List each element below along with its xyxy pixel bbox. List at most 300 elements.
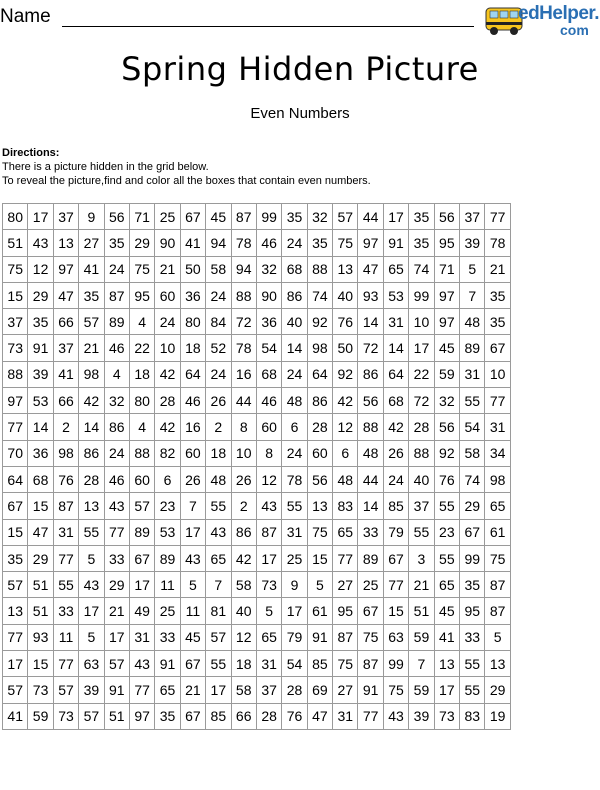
grid-cell[interactable]: 29 xyxy=(485,677,510,703)
grid-cell[interactable]: 66 xyxy=(231,703,256,729)
grid-cell[interactable]: 99 xyxy=(409,282,434,308)
grid-cell[interactable]: 92 xyxy=(333,361,358,387)
grid-cell[interactable]: 88 xyxy=(129,440,154,466)
grid-cell[interactable]: 17 xyxy=(3,651,28,677)
grid-cell[interactable]: 5 xyxy=(256,598,281,624)
grid-cell[interactable]: 75 xyxy=(333,230,358,256)
grid-cell[interactable]: 55 xyxy=(409,519,434,545)
grid-cell[interactable]: 45 xyxy=(434,598,459,624)
grid-cell[interactable]: 2 xyxy=(53,414,78,440)
grid-cell[interactable]: 68 xyxy=(28,466,53,492)
grid-cell[interactable]: 35 xyxy=(460,572,485,598)
grid-cell[interactable]: 55 xyxy=(460,651,485,677)
grid-cell[interactable]: 6 xyxy=(333,440,358,466)
grid-cell[interactable]: 92 xyxy=(434,440,459,466)
grid-cell[interactable]: 43 xyxy=(104,493,129,519)
grid-cell[interactable]: 5 xyxy=(485,624,510,650)
grid-cell[interactable]: 74 xyxy=(409,256,434,282)
grid-cell[interactable]: 15 xyxy=(28,651,53,677)
grid-cell[interactable]: 36 xyxy=(28,440,53,466)
grid-cell[interactable]: 35 xyxy=(485,309,510,335)
grid-cell[interactable]: 40 xyxy=(333,282,358,308)
grid-cell[interactable]: 28 xyxy=(79,466,104,492)
grid-cell[interactable]: 17 xyxy=(434,677,459,703)
grid-cell[interactable]: 36 xyxy=(180,282,205,308)
grid-cell[interactable]: 18 xyxy=(206,440,231,466)
grid-cell[interactable]: 89 xyxy=(358,545,383,571)
grid-cell[interactable]: 60 xyxy=(307,440,332,466)
grid-cell[interactable]: 60 xyxy=(256,414,281,440)
grid-cell[interactable]: 48 xyxy=(358,440,383,466)
grid-cell[interactable]: 76 xyxy=(333,309,358,335)
grid-cell[interactable]: 83 xyxy=(333,493,358,519)
grid-cell[interactable]: 57 xyxy=(333,204,358,230)
grid-cell[interactable]: 46 xyxy=(104,466,129,492)
grid-cell[interactable]: 25 xyxy=(155,598,180,624)
grid-cell[interactable]: 87 xyxy=(53,493,78,519)
grid-cell[interactable]: 88 xyxy=(409,440,434,466)
grid-cell[interactable]: 50 xyxy=(333,335,358,361)
grid-cell[interactable]: 58 xyxy=(460,440,485,466)
grid-cell[interactable]: 75 xyxy=(3,256,28,282)
grid-cell[interactable]: 46 xyxy=(104,335,129,361)
grid-cell[interactable]: 73 xyxy=(3,335,28,361)
grid-cell[interactable]: 73 xyxy=(434,703,459,729)
grid-cell[interactable]: 92 xyxy=(307,309,332,335)
grid-cell[interactable]: 87 xyxy=(231,204,256,230)
grid-cell[interactable]: 95 xyxy=(434,230,459,256)
grid-cell[interactable]: 67 xyxy=(3,493,28,519)
grid-cell[interactable]: 67 xyxy=(358,598,383,624)
grid-cell[interactable]: 6 xyxy=(282,414,307,440)
grid-cell[interactable]: 28 xyxy=(256,703,281,729)
grid-cell[interactable]: 51 xyxy=(28,572,53,598)
grid-cell[interactable]: 89 xyxy=(460,335,485,361)
grid-cell[interactable]: 24 xyxy=(282,440,307,466)
grid-cell[interactable]: 60 xyxy=(129,466,154,492)
grid-cell[interactable]: 17 xyxy=(383,204,408,230)
grid-cell[interactable]: 16 xyxy=(180,414,205,440)
grid-cell[interactable]: 5 xyxy=(307,572,332,598)
grid-cell[interactable]: 53 xyxy=(383,282,408,308)
grid-cell[interactable]: 26 xyxy=(231,466,256,492)
grid-cell[interactable]: 37 xyxy=(409,493,434,519)
grid-cell[interactable]: 97 xyxy=(434,309,459,335)
grid-cell[interactable]: 8 xyxy=(231,414,256,440)
grid-cell[interactable]: 72 xyxy=(409,388,434,414)
grid-cell[interactable]: 67 xyxy=(180,703,205,729)
grid-cell[interactable]: 97 xyxy=(53,256,78,282)
grid-cell[interactable]: 7 xyxy=(180,493,205,519)
grid-cell[interactable]: 4 xyxy=(104,361,129,387)
grid-cell[interactable]: 47 xyxy=(28,519,53,545)
grid-cell[interactable]: 55 xyxy=(206,493,231,519)
grid-cell[interactable]: 88 xyxy=(358,414,383,440)
grid-cell[interactable]: 31 xyxy=(282,519,307,545)
grid-cell[interactable]: 78 xyxy=(282,466,307,492)
grid-cell[interactable]: 87 xyxy=(256,519,281,545)
grid-cell[interactable]: 39 xyxy=(79,677,104,703)
grid-cell[interactable]: 31 xyxy=(460,361,485,387)
grid-cell[interactable]: 44 xyxy=(358,466,383,492)
grid-cell[interactable]: 57 xyxy=(104,651,129,677)
grid-cell[interactable]: 28 xyxy=(409,414,434,440)
grid-cell[interactable]: 10 xyxy=(231,440,256,466)
grid-cell[interactable]: 35 xyxy=(307,230,332,256)
grid-cell[interactable]: 80 xyxy=(3,204,28,230)
grid-cell[interactable]: 51 xyxy=(409,598,434,624)
grid-cell[interactable]: 67 xyxy=(180,651,205,677)
grid-cell[interactable]: 32 xyxy=(307,204,332,230)
grid-cell[interactable]: 65 xyxy=(155,677,180,703)
grid-cell[interactable]: 31 xyxy=(333,703,358,729)
grid-cell[interactable]: 37 xyxy=(256,677,281,703)
grid-cell[interactable]: 75 xyxy=(485,545,510,571)
grid-cell[interactable]: 93 xyxy=(358,282,383,308)
grid-cell[interactable]: 7 xyxy=(206,572,231,598)
grid-cell[interactable]: 21 xyxy=(409,572,434,598)
grid-cell[interactable]: 44 xyxy=(231,388,256,414)
grid-cell[interactable]: 75 xyxy=(307,519,332,545)
grid-cell[interactable]: 25 xyxy=(282,545,307,571)
grid-cell[interactable]: 56 xyxy=(358,388,383,414)
grid-cell[interactable]: 9 xyxy=(79,204,104,230)
grid-cell[interactable]: 42 xyxy=(155,414,180,440)
grid-cell[interactable]: 7 xyxy=(409,651,434,677)
grid-cell[interactable]: 59 xyxy=(434,361,459,387)
grid-cell[interactable]: 59 xyxy=(28,703,53,729)
grid-cell[interactable]: 65 xyxy=(256,624,281,650)
grid-cell[interactable]: 76 xyxy=(53,466,78,492)
grid-cell[interactable]: 26 xyxy=(383,440,408,466)
grid-cell[interactable]: 8 xyxy=(256,440,281,466)
grid-cell[interactable]: 22 xyxy=(129,335,154,361)
grid-cell[interactable]: 3 xyxy=(409,545,434,571)
grid-cell[interactable]: 75 xyxy=(333,651,358,677)
grid-cell[interactable]: 64 xyxy=(383,361,408,387)
grid-cell[interactable]: 77 xyxy=(485,204,510,230)
grid-cell[interactable]: 80 xyxy=(180,309,205,335)
grid-cell[interactable]: 21 xyxy=(155,256,180,282)
grid-cell[interactable]: 2 xyxy=(231,493,256,519)
grid-cell[interactable]: 35 xyxy=(104,230,129,256)
grid-cell[interactable]: 55 xyxy=(434,493,459,519)
grid-cell[interactable]: 14 xyxy=(358,309,383,335)
grid-cell[interactable]: 89 xyxy=(129,519,154,545)
grid-cell[interactable]: 73 xyxy=(53,703,78,729)
grid-cell[interactable]: 42 xyxy=(79,388,104,414)
grid-cell[interactable]: 10 xyxy=(409,309,434,335)
grid-cell[interactable]: 35 xyxy=(79,282,104,308)
grid-cell[interactable]: 64 xyxy=(180,361,205,387)
grid-cell[interactable]: 25 xyxy=(155,204,180,230)
grid-cell[interactable]: 57 xyxy=(3,677,28,703)
grid-cell[interactable]: 22 xyxy=(409,361,434,387)
grid-cell[interactable]: 56 xyxy=(434,414,459,440)
grid-cell[interactable]: 41 xyxy=(53,361,78,387)
grid-cell[interactable]: 80 xyxy=(129,388,154,414)
grid-cell[interactable]: 10 xyxy=(485,361,510,387)
grid-cell[interactable]: 90 xyxy=(256,282,281,308)
grid-cell[interactable]: 5 xyxy=(79,545,104,571)
grid-cell[interactable]: 60 xyxy=(155,282,180,308)
grid-cell[interactable]: 12 xyxy=(231,624,256,650)
grid-cell[interactable]: 52 xyxy=(206,335,231,361)
grid-cell[interactable]: 67 xyxy=(129,545,154,571)
grid-cell[interactable]: 72 xyxy=(358,335,383,361)
grid-cell[interactable]: 18 xyxy=(129,361,154,387)
grid-cell[interactable]: 16 xyxy=(231,361,256,387)
grid-cell[interactable]: 87 xyxy=(358,651,383,677)
grid-cell[interactable]: 85 xyxy=(206,703,231,729)
grid-cell[interactable]: 27 xyxy=(333,572,358,598)
grid-cell[interactable]: 89 xyxy=(155,545,180,571)
grid-cell[interactable]: 68 xyxy=(383,388,408,414)
grid-cell[interactable]: 98 xyxy=(485,466,510,492)
grid-cell[interactable]: 41 xyxy=(180,230,205,256)
grid-cell[interactable]: 86 xyxy=(307,388,332,414)
grid-cell[interactable]: 24 xyxy=(282,361,307,387)
grid-cell[interactable]: 87 xyxy=(485,598,510,624)
grid-cell[interactable]: 66 xyxy=(53,309,78,335)
grid-cell[interactable]: 21 xyxy=(180,677,205,703)
grid-cell[interactable]: 37 xyxy=(460,204,485,230)
grid-cell[interactable]: 72 xyxy=(231,309,256,335)
grid-cell[interactable]: 58 xyxy=(206,256,231,282)
grid-cell[interactable]: 29 xyxy=(129,230,154,256)
grid-cell[interactable]: 12 xyxy=(256,466,281,492)
grid-cell[interactable]: 97 xyxy=(434,282,459,308)
grid-cell[interactable]: 45 xyxy=(180,624,205,650)
grid-cell[interactable]: 35 xyxy=(282,204,307,230)
grid-cell[interactable]: 24 xyxy=(155,309,180,335)
grid-cell[interactable]: 79 xyxy=(383,519,408,545)
grid-cell[interactable]: 73 xyxy=(28,677,53,703)
grid-cell[interactable]: 46 xyxy=(180,388,205,414)
grid-cell[interactable]: 55 xyxy=(79,519,104,545)
grid-cell[interactable]: 11 xyxy=(155,572,180,598)
grid-cell[interactable]: 31 xyxy=(383,309,408,335)
grid-cell[interactable]: 42 xyxy=(333,388,358,414)
grid-cell[interactable]: 51 xyxy=(28,598,53,624)
grid-cell[interactable]: 64 xyxy=(307,361,332,387)
grid-cell[interactable]: 28 xyxy=(155,388,180,414)
grid-cell[interactable]: 25 xyxy=(358,572,383,598)
grid-cell[interactable]: 65 xyxy=(383,256,408,282)
grid-cell[interactable]: 29 xyxy=(28,545,53,571)
grid-cell[interactable]: 56 xyxy=(307,466,332,492)
grid-cell[interactable]: 49 xyxy=(129,598,154,624)
grid-cell[interactable]: 13 xyxy=(333,256,358,282)
grid-cell[interactable]: 34 xyxy=(485,440,510,466)
grid-cell[interactable]: 33 xyxy=(358,519,383,545)
grid-cell[interactable]: 13 xyxy=(434,651,459,677)
grid-cell[interactable]: 45 xyxy=(206,204,231,230)
grid-cell[interactable]: 24 xyxy=(104,256,129,282)
grid-cell[interactable]: 24 xyxy=(282,230,307,256)
grid-cell[interactable]: 84 xyxy=(206,309,231,335)
grid-cell[interactable]: 87 xyxy=(485,572,510,598)
grid-cell[interactable]: 15 xyxy=(3,282,28,308)
grid-cell[interactable]: 77 xyxy=(383,572,408,598)
grid-cell[interactable]: 77 xyxy=(358,703,383,729)
grid-cell[interactable]: 32 xyxy=(104,388,129,414)
grid-cell[interactable]: 35 xyxy=(28,309,53,335)
grid-cell[interactable]: 17 xyxy=(79,598,104,624)
grid-cell[interactable]: 67 xyxy=(180,204,205,230)
grid-cell[interactable]: 55 xyxy=(434,545,459,571)
grid-cell[interactable]: 98 xyxy=(53,440,78,466)
grid-cell[interactable]: 21 xyxy=(79,335,104,361)
grid-cell[interactable]: 40 xyxy=(409,466,434,492)
grid-cell[interactable]: 66 xyxy=(53,388,78,414)
grid-cell[interactable]: 78 xyxy=(485,230,510,256)
grid-cell[interactable]: 65 xyxy=(434,572,459,598)
grid-cell[interactable]: 32 xyxy=(256,256,281,282)
grid-cell[interactable]: 95 xyxy=(129,282,154,308)
grid-cell[interactable]: 64 xyxy=(3,466,28,492)
grid-cell[interactable]: 58 xyxy=(231,572,256,598)
grid-cell[interactable]: 91 xyxy=(155,651,180,677)
grid-cell[interactable]: 37 xyxy=(3,309,28,335)
grid-cell[interactable]: 32 xyxy=(434,388,459,414)
grid-cell[interactable]: 39 xyxy=(460,230,485,256)
grid-cell[interactable]: 88 xyxy=(307,256,332,282)
grid-cell[interactable]: 14 xyxy=(358,493,383,519)
grid-cell[interactable]: 54 xyxy=(282,651,307,677)
grid-cell[interactable]: 31 xyxy=(485,414,510,440)
grid-cell[interactable]: 82 xyxy=(155,440,180,466)
grid-cell[interactable]: 89 xyxy=(104,309,129,335)
grid-cell[interactable]: 17 xyxy=(104,624,129,650)
grid-cell[interactable]: 31 xyxy=(256,651,281,677)
grid-cell[interactable]: 4 xyxy=(129,309,154,335)
grid-cell[interactable]: 91 xyxy=(358,677,383,703)
grid-cell[interactable]: 87 xyxy=(333,624,358,650)
grid-cell[interactable]: 53 xyxy=(28,388,53,414)
grid-cell[interactable]: 9 xyxy=(282,572,307,598)
grid-cell[interactable]: 95 xyxy=(333,598,358,624)
grid-cell[interactable]: 65 xyxy=(206,545,231,571)
grid-cell[interactable]: 57 xyxy=(129,493,154,519)
grid-cell[interactable]: 31 xyxy=(129,624,154,650)
grid-cell[interactable]: 35 xyxy=(485,282,510,308)
grid-cell[interactable]: 86 xyxy=(358,361,383,387)
grid-cell[interactable]: 35 xyxy=(3,545,28,571)
grid-cell[interactable]: 97 xyxy=(129,703,154,729)
grid-cell[interactable]: 68 xyxy=(282,256,307,282)
grid-cell[interactable]: 57 xyxy=(79,703,104,729)
grid-cell[interactable]: 13 xyxy=(79,493,104,519)
name-line[interactable] xyxy=(62,26,474,27)
grid-cell[interactable]: 15 xyxy=(3,519,28,545)
grid-cell[interactable]: 55 xyxy=(53,572,78,598)
grid-cell[interactable]: 33 xyxy=(460,624,485,650)
grid-cell[interactable]: 75 xyxy=(129,256,154,282)
grid-cell[interactable]: 77 xyxy=(129,677,154,703)
grid-cell[interactable]: 59 xyxy=(409,677,434,703)
grid-cell[interactable]: 4 xyxy=(129,414,154,440)
grid-cell[interactable]: 5 xyxy=(79,624,104,650)
grid-cell[interactable]: 54 xyxy=(256,335,281,361)
grid-cell[interactable]: 61 xyxy=(485,519,510,545)
grid-cell[interactable]: 63 xyxy=(383,624,408,650)
grid-cell[interactable]: 67 xyxy=(383,545,408,571)
grid-cell[interactable]: 31 xyxy=(53,519,78,545)
grid-cell[interactable]: 73 xyxy=(256,572,281,598)
grid-cell[interactable]: 77 xyxy=(53,545,78,571)
grid-cell[interactable]: 36 xyxy=(256,309,281,335)
grid-cell[interactable]: 43 xyxy=(206,519,231,545)
grid-cell[interactable]: 93 xyxy=(28,624,53,650)
grid-cell[interactable]: 60 xyxy=(180,440,205,466)
grid-cell[interactable]: 54 xyxy=(460,414,485,440)
grid-cell[interactable]: 41 xyxy=(79,256,104,282)
grid-cell[interactable]: 12 xyxy=(28,256,53,282)
grid-cell[interactable]: 46 xyxy=(256,230,281,256)
grid-cell[interactable]: 57 xyxy=(3,572,28,598)
grid-cell[interactable]: 43 xyxy=(383,703,408,729)
grid-cell[interactable]: 35 xyxy=(155,703,180,729)
grid-cell[interactable]: 91 xyxy=(383,230,408,256)
grid-cell[interactable]: 61 xyxy=(307,598,332,624)
grid-cell[interactable]: 5 xyxy=(460,256,485,282)
grid-cell[interactable]: 65 xyxy=(333,519,358,545)
grid-cell[interactable]: 71 xyxy=(434,256,459,282)
grid-cell[interactable]: 83 xyxy=(460,703,485,729)
grid-cell[interactable]: 76 xyxy=(282,703,307,729)
grid-cell[interactable]: 48 xyxy=(206,466,231,492)
grid-cell[interactable]: 24 xyxy=(206,282,231,308)
grid-cell[interactable]: 5 xyxy=(180,572,205,598)
grid-cell[interactable]: 94 xyxy=(231,256,256,282)
grid-cell[interactable]: 74 xyxy=(460,466,485,492)
grid-cell[interactable]: 99 xyxy=(460,545,485,571)
grid-cell[interactable]: 23 xyxy=(434,519,459,545)
grid-cell[interactable]: 74 xyxy=(307,282,332,308)
grid-cell[interactable]: 51 xyxy=(104,703,129,729)
grid-cell[interactable]: 41 xyxy=(3,703,28,729)
grid-cell[interactable]: 91 xyxy=(104,677,129,703)
grid-cell[interactable]: 48 xyxy=(460,309,485,335)
grid-cell[interactable]: 15 xyxy=(383,598,408,624)
grid-cell[interactable]: 63 xyxy=(79,651,104,677)
grid-cell[interactable]: 14 xyxy=(282,335,307,361)
grid-cell[interactable]: 86 xyxy=(282,282,307,308)
grid-cell[interactable]: 95 xyxy=(460,598,485,624)
grid-cell[interactable]: 11 xyxy=(180,598,205,624)
grid-cell[interactable]: 78 xyxy=(231,335,256,361)
grid-cell[interactable]: 45 xyxy=(434,335,459,361)
grid-cell[interactable]: 86 xyxy=(79,440,104,466)
grid-cell[interactable]: 24 xyxy=(383,466,408,492)
grid-cell[interactable]: 18 xyxy=(180,335,205,361)
grid-cell[interactable]: 67 xyxy=(485,335,510,361)
grid-cell[interactable]: 17 xyxy=(28,204,53,230)
grid-cell[interactable]: 42 xyxy=(155,361,180,387)
grid-cell[interactable]: 6 xyxy=(155,466,180,492)
grid-cell[interactable]: 15 xyxy=(307,545,332,571)
grid-cell[interactable]: 39 xyxy=(409,703,434,729)
grid-cell[interactable]: 58 xyxy=(231,677,256,703)
grid-cell[interactable]: 46 xyxy=(256,388,281,414)
grid-cell[interactable]: 42 xyxy=(231,545,256,571)
grid-cell[interactable]: 26 xyxy=(206,388,231,414)
grid-cell[interactable]: 13 xyxy=(3,598,28,624)
grid-cell[interactable]: 75 xyxy=(358,624,383,650)
grid-cell[interactable]: 12 xyxy=(333,414,358,440)
grid-cell[interactable]: 59 xyxy=(409,624,434,650)
